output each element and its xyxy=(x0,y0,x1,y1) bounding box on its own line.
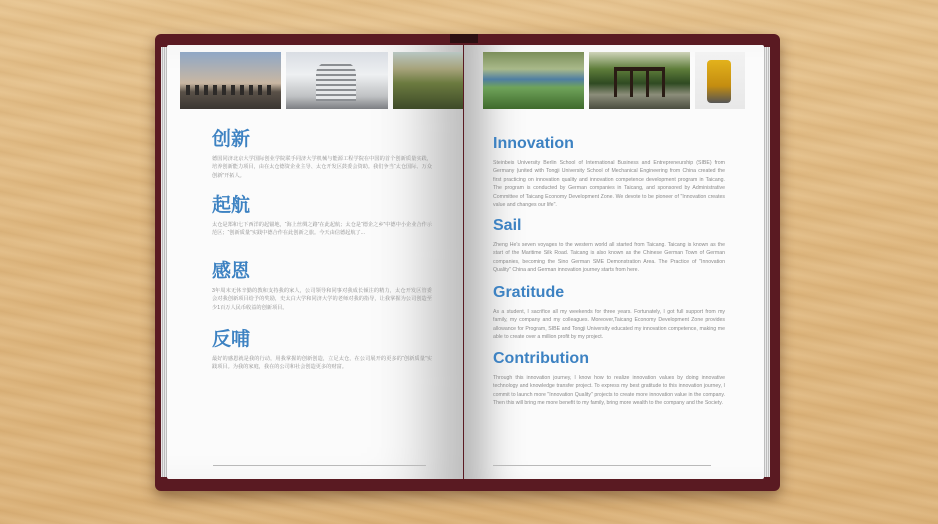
photo-robot-machine xyxy=(695,52,745,109)
photo-harbor-city xyxy=(180,52,281,109)
right-photo-strip xyxy=(483,52,745,109)
section-innovation-en xyxy=(493,133,725,209)
section-sail-en xyxy=(493,215,725,275)
section-body: 3年周末无休辛勤的教和支持我的家人，公司领导和同事对我成长倾注的精力，太仓开发区管委会对我创新项目给予的奖励，史太白大学和同济大学的老师对我的指导，让我掌握为公司创造至少1百万人民币收益的创新项目。 xyxy=(212,288,432,311)
section-title: Contribution xyxy=(493,350,589,367)
section-title: 起航 xyxy=(212,195,251,216)
photo-pavilion xyxy=(589,52,690,109)
left-photo-strip xyxy=(180,52,463,109)
photo-lake-landscape xyxy=(393,52,463,109)
open-brochure xyxy=(155,34,780,491)
section-body: 最好的感恩就是我的行动，用我掌握的创新创造，立足太仓，在公司展开的更多的“创新质量”实践项目。为我的家庭，我在的公司和社会创造更多的财富。 xyxy=(212,356,432,371)
section-body: 德国同济北京大学国际创业学院联手同济大学机械与能源工程学院在中国的首个创新质量实践，培养创新能力项目，由在太仓德资企业主导、太仓开发区鼓委会资助。我们争当“太仓国际、万众创新”开拓人。 xyxy=(212,156,432,179)
book-spine xyxy=(450,34,478,43)
left-page xyxy=(167,45,463,479)
section-title: Sail xyxy=(493,217,522,234)
right-page xyxy=(464,45,764,479)
section-title: 创新 xyxy=(212,129,251,150)
footer-divider xyxy=(493,465,711,466)
photo-garden-pond xyxy=(483,52,584,109)
section-title: 反哺 xyxy=(212,329,251,350)
section-contribution-en xyxy=(493,348,725,408)
section-body: As a student, I sacrifice all my weekends for three years. Fortunately, I got full support from my family, my company and my colleagues. Moreover,Taicang Economy Development Zone provides allowance for Program, SIBE and Tongji University educated my innovation competence, making me able to create over a million profit by my project. xyxy=(493,309,725,341)
section-body: Zheng He's seven voyages to the western world all started from Taicang. Taicang is known as the start of the Maritime Silk Road. Taicang is also known as the Chinese German Town of German companies, becoming the Sino German SME Demonstration Area. The Practice of "Innovation Quality" China and German innovation journey starts from here. xyxy=(493,242,725,274)
section-gratitude-en xyxy=(493,282,725,342)
section-contribution-cn xyxy=(212,329,432,372)
section-title: 感恩 xyxy=(212,261,251,282)
section-title: Gratitude xyxy=(493,284,565,301)
section-body: Through this innovation journey, I know how to realize innovation values by doing innovative technology and knowledge transfer project. To express my best gratitude to this innovation journey, I commit to launch more "Innovation Quality" projects to create more innovation value in the company. Then this will bring me more benefit to my family, bring more wealth to the company and the Society. xyxy=(493,375,725,407)
section-body: Steinbeis University Berlin School of International Business and Entrepreneurship (SIBE) from Germany (united with Tongji University School of Mechanical Engineering from China created the first practicing on innovation quality and innovation competence development program in Taicang. The program is conducted by German companies in Taicang, and sponsored by Administrative Committee of Taicang Economy Development Zone. We devote to be pioneer of "Innovation creates value and changes our life". xyxy=(493,160,725,209)
section-gratitude-cn xyxy=(212,261,432,312)
footer-divider xyxy=(213,465,426,466)
photo-modern-building xyxy=(286,52,388,109)
section-innovation-cn xyxy=(212,129,432,180)
section-body: 太仓是郑和七下西洋的起锚地，“海上丝绸之路”在此起航；太仓是“德企之乡”中德中小企业合作示范区；“创新质量”实践中德合作在此创新之旅。今天由信德起航了... xyxy=(212,222,432,237)
section-title: Innovation xyxy=(493,135,574,152)
section-sail-cn xyxy=(212,195,432,238)
